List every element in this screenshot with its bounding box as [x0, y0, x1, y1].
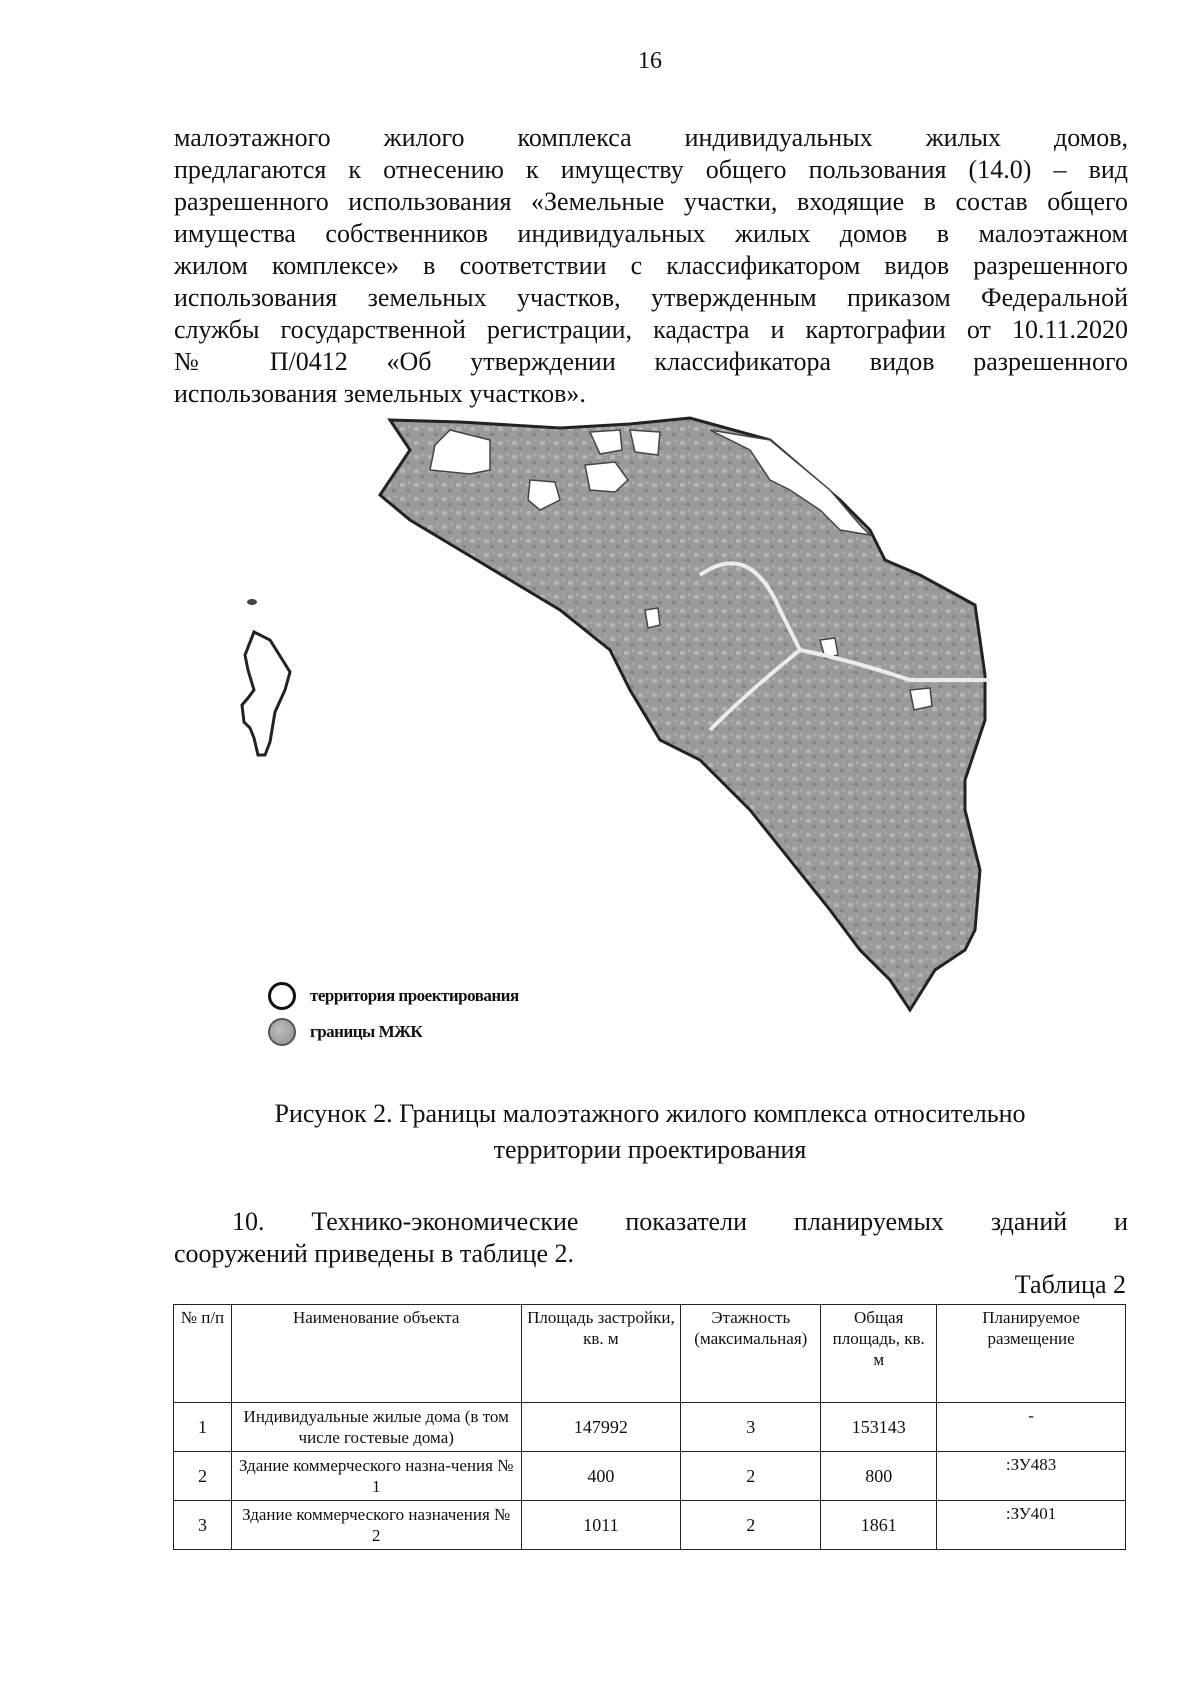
cell-total: 1861	[821, 1501, 937, 1550]
paragraph-line: № П/0412 «Об утверждении классификатора видов разрешенного	[174, 347, 1128, 376]
legend-item-outline	[268, 978, 519, 1014]
paragraph-line: использования земельных участков».	[174, 379, 586, 408]
table-row	[174, 1501, 1126, 1550]
cell-num: 1	[174, 1403, 232, 1452]
cell-placement: :ЗУ401	[937, 1501, 1126, 1550]
map-legend	[268, 978, 519, 1050]
cell-name: Здание коммерческого назна-чения № 1	[231, 1452, 521, 1501]
territory-map	[230, 410, 1030, 1050]
cell-floors: 2	[681, 1501, 821, 1550]
legend-label: границы МЖК	[310, 1022, 423, 1041]
column-header: Этажность (максимальная)	[681, 1305, 821, 1403]
marker-dot	[247, 599, 257, 605]
void-area	[630, 430, 660, 455]
cell-placement: :ЗУ483	[937, 1452, 1126, 1501]
caption-line: Рисунок 2. Границы малоэтажного жилого комплекса относительно	[274, 1099, 1026, 1128]
cell-floors: 2	[681, 1452, 821, 1501]
cell-total: 800	[821, 1452, 937, 1501]
paragraph-line: малоэтажного жилого комплекса индивидуальных жилых домов,	[174, 123, 1128, 152]
table-header-row	[174, 1305, 1126, 1403]
table-row	[174, 1452, 1126, 1501]
column-header: Наименование объекта	[231, 1305, 521, 1403]
column-header: № п/п	[174, 1305, 232, 1403]
paragraph-line: службы государственной регистрации, кадастра и картографии от 10.11.2020	[174, 315, 1128, 344]
paragraph-1	[174, 122, 1128, 410]
caption-line: территории проектирования	[493, 1135, 807, 1164]
mzhk-boundary-shape	[380, 418, 985, 1010]
column-header: Площадь застройки, кв. м	[521, 1305, 681, 1403]
cell-name: Индивидуальные жилые дома (в том числе гостевые дома)	[231, 1403, 521, 1452]
column-header: Планируемое размещение	[937, 1305, 1126, 1403]
paragraph-line: предлагаются к отнесению к имуществу общего пользования (14.0) – вид	[174, 155, 1128, 184]
detached-territory-shape	[242, 632, 290, 755]
paragraph-line: использования земельных участков, утвержденным приказом Федеральной	[174, 283, 1128, 312]
paragraph-line: имущества собственников индивидуальных жилых домов в малоэтажном	[174, 219, 1128, 248]
cell-placement: -	[937, 1403, 1126, 1452]
void-area	[645, 608, 660, 628]
outline-circle-icon	[268, 982, 296, 1010]
cell-floors: 3	[681, 1403, 821, 1452]
figure-caption	[230, 1096, 1070, 1168]
cell-num: 2	[174, 1452, 232, 1501]
map-figure	[230, 410, 1030, 1050]
paragraph-line: разрешенного использования «Земельные участки, входящие в состав общего	[174, 187, 1128, 216]
paragraph-2	[174, 1206, 1128, 1270]
cell-area: 400	[521, 1452, 681, 1501]
table-label: Таблица 2	[1014, 1270, 1126, 1299]
page-number: 16	[638, 48, 662, 74]
cell-num: 3	[174, 1501, 232, 1550]
void-area	[910, 688, 932, 710]
legend-label: территория проектирования	[310, 986, 519, 1005]
cell-area: 1011	[521, 1501, 681, 1550]
column-header: Общая площадь, кв. м	[821, 1305, 937, 1403]
indicators-table	[173, 1304, 1126, 1550]
paragraph-line: 10. Технико-экономические показатели планируемых зданий и	[232, 1207, 1128, 1236]
paragraph-line: жилом комплексе» в соответствии с классификатором видов разрешенного	[174, 251, 1128, 280]
cell-total: 153143	[821, 1403, 937, 1452]
paragraph-line: сооружений приведены в таблице 2.	[174, 1239, 574, 1268]
cell-name: Здание коммерческого назначения № 2	[231, 1501, 521, 1550]
filled-circle-icon	[268, 1018, 296, 1046]
cell-area: 147992	[521, 1403, 681, 1452]
legend-item-fill	[268, 1014, 519, 1050]
table-row	[174, 1403, 1126, 1452]
